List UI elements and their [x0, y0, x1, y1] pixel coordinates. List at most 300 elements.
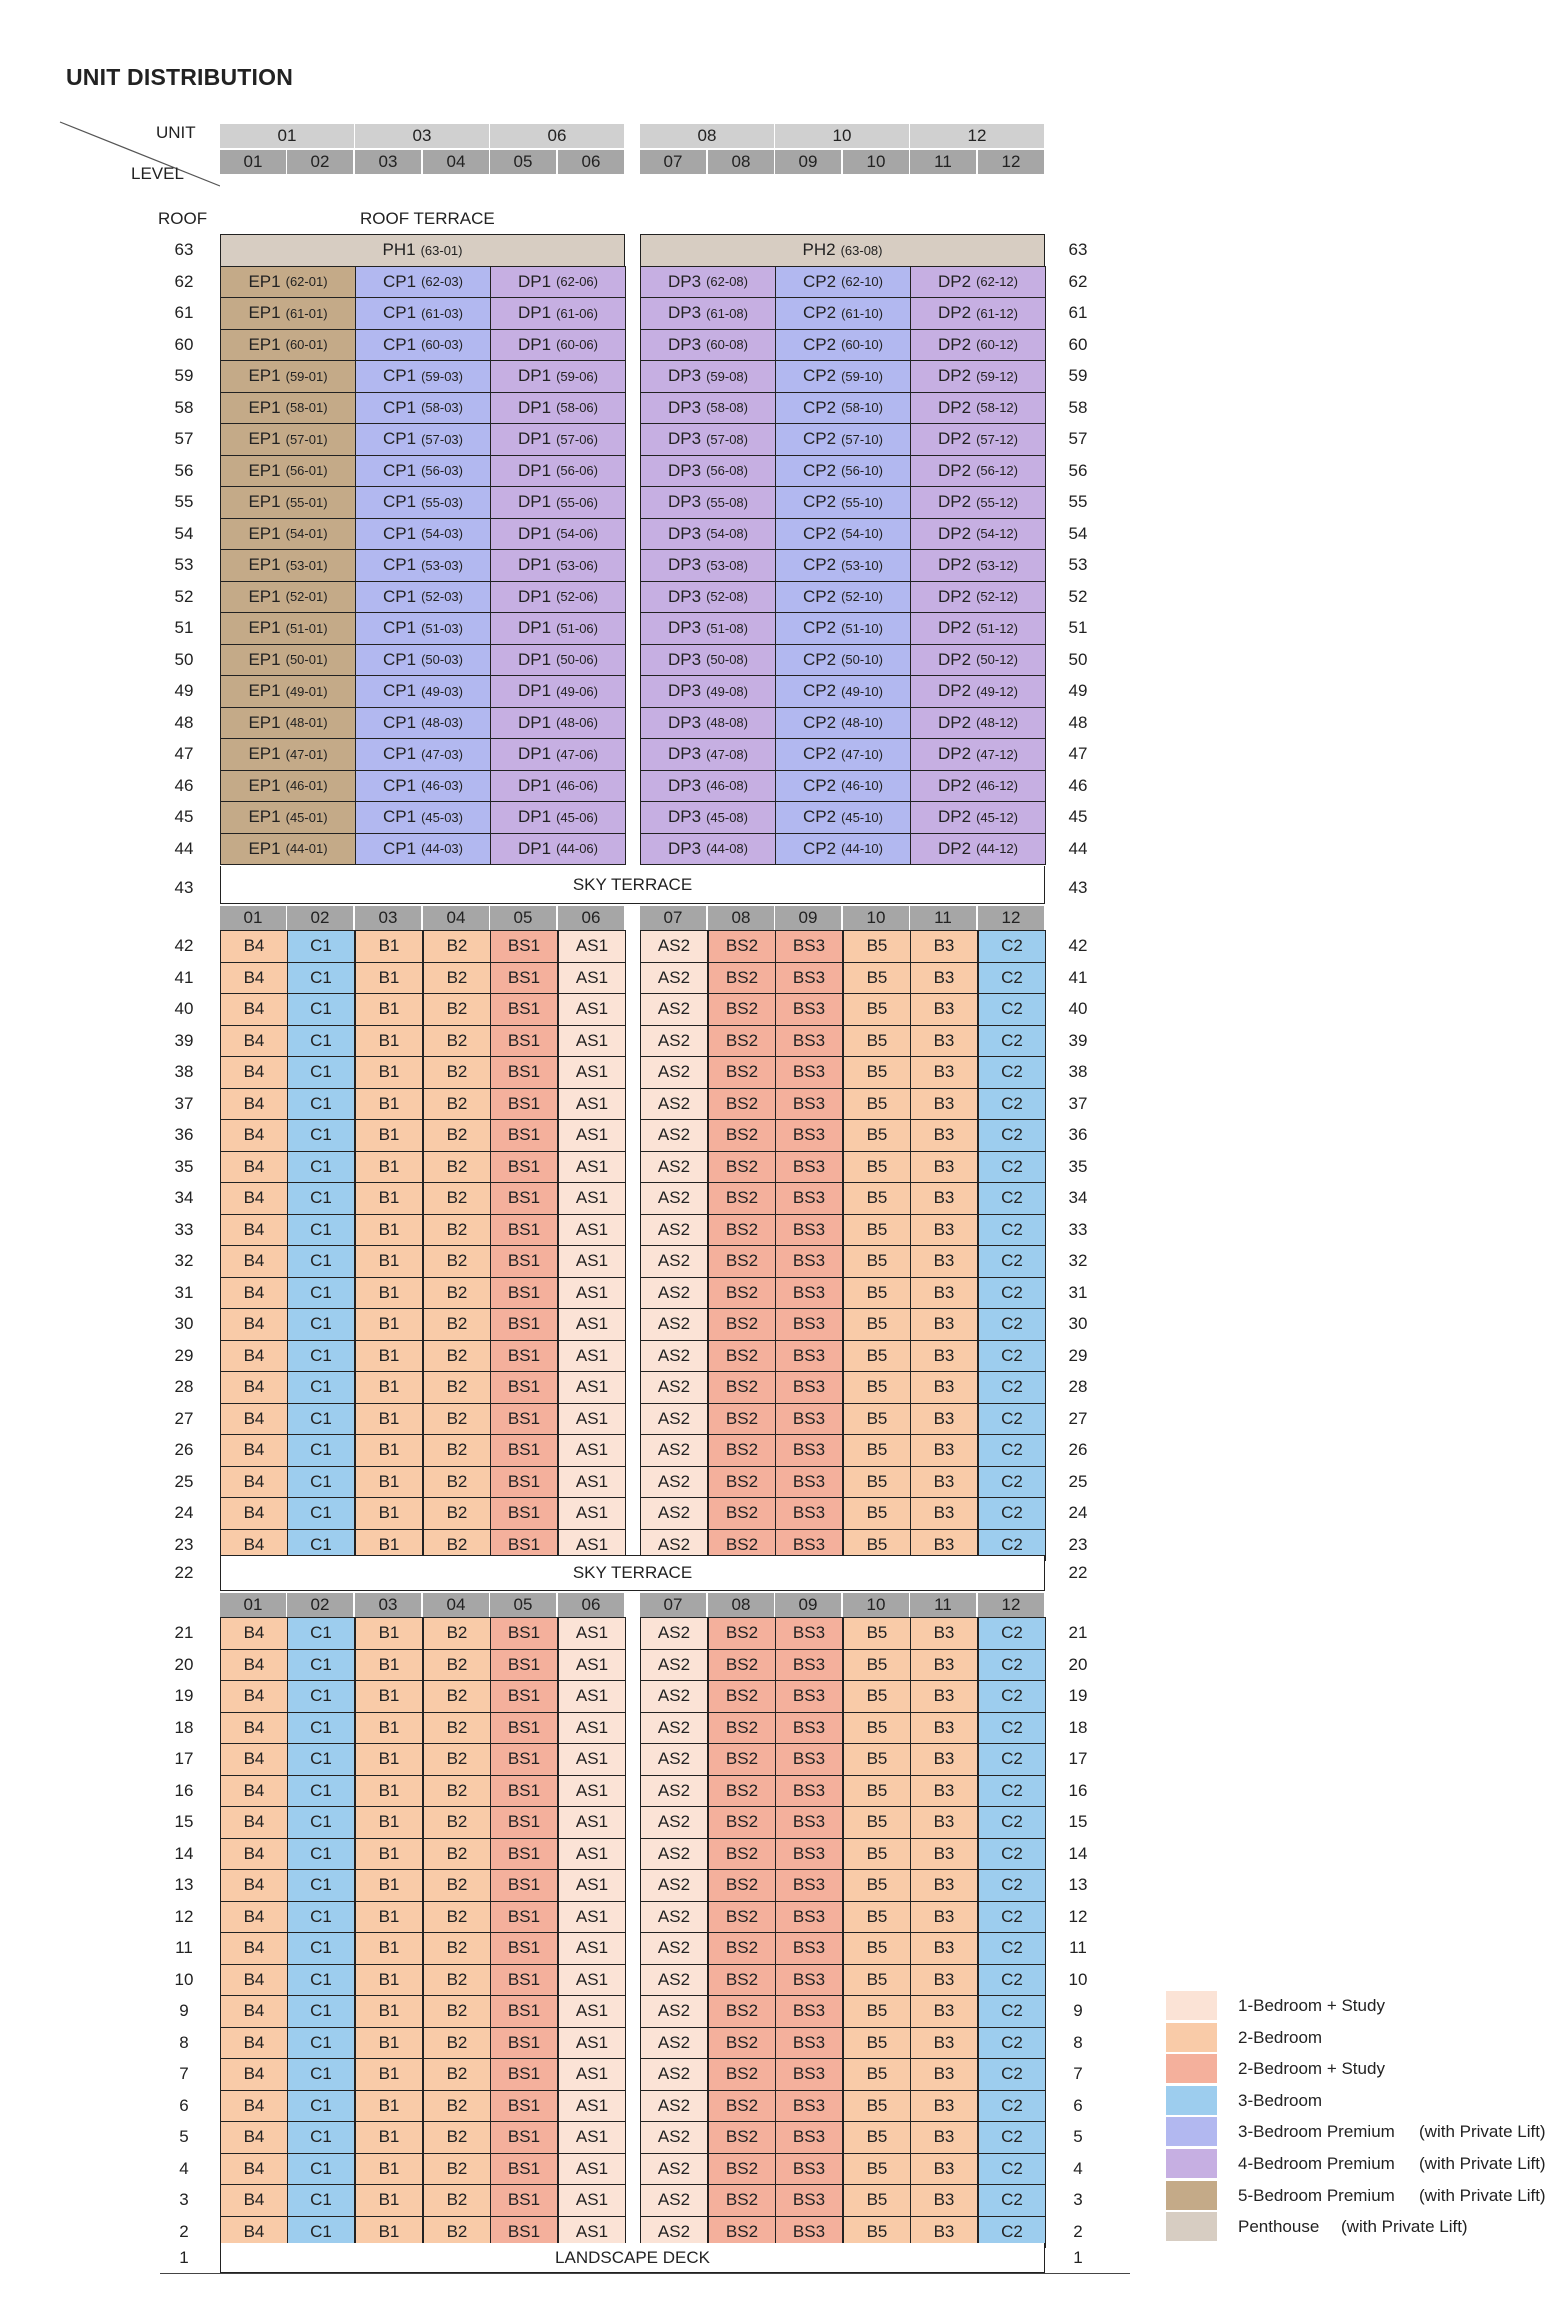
unit-cell[interactable]: C2: [978, 2153, 1046, 2186]
unit-cell[interactable]: C2: [978, 2090, 1046, 2123]
unit-cell[interactable]: AS1: [558, 1617, 626, 1650]
unit-cell[interactable]: B4: [220, 1529, 288, 1562]
unit-cell[interactable]: B2: [423, 1529, 491, 1562]
unit-cell[interactable]: BS3: [775, 2216, 843, 2249]
premium-unit-cell[interactable]: CP1 (54-03): [355, 518, 491, 551]
premium-unit-cell[interactable]: CP2 (48-10): [775, 707, 911, 740]
unit-cell[interactable]: B2: [423, 1869, 491, 1902]
unit-cell[interactable]: B3: [910, 1340, 978, 1373]
unit-cell[interactable]: B3: [910, 1712, 978, 1745]
unit-cell[interactable]: B3: [910, 1932, 978, 1965]
premium-unit-cell[interactable]: EP1 (60-01): [220, 329, 356, 362]
unit-cell[interactable]: BS1: [490, 1025, 558, 1058]
unit-cell[interactable]: B4: [220, 2216, 288, 2249]
unit-cell[interactable]: C1: [287, 1617, 355, 1650]
unit-cell[interactable]: AS1: [558, 1680, 626, 1713]
premium-unit-cell[interactable]: DP3 (53-08): [640, 549, 776, 582]
unit-cell[interactable]: B5: [843, 1182, 911, 1215]
unit-cell[interactable]: B1: [355, 1617, 423, 1650]
unit-cell[interactable]: BS2: [708, 1182, 776, 1215]
unit-cell[interactable]: B3: [910, 1901, 978, 1934]
unit-cell[interactable]: BS2: [708, 1901, 776, 1934]
unit-cell[interactable]: C2: [978, 1245, 1046, 1278]
premium-unit-cell[interactable]: DP1 (59-06): [490, 360, 626, 393]
unit-cell[interactable]: B3: [910, 1151, 978, 1184]
unit-cell[interactable]: B2: [423, 1932, 491, 1965]
unit-cell[interactable]: B1: [355, 1182, 423, 1215]
unit-cell[interactable]: B5: [843, 1649, 911, 1682]
unit-cell[interactable]: C2: [978, 1277, 1046, 1310]
unit-cell[interactable]: BS2: [708, 1932, 776, 1965]
unit-cell[interactable]: BS1: [490, 2153, 558, 2186]
unit-cell[interactable]: B3: [910, 962, 978, 995]
unit-cell[interactable]: BS1: [490, 1743, 558, 1776]
unit-cell[interactable]: BS3: [775, 1869, 843, 1902]
unit-cell[interactable]: AS1: [558, 993, 626, 1026]
unit-cell[interactable]: BS1: [490, 1214, 558, 1247]
unit-cell[interactable]: AS2: [640, 2090, 708, 2123]
unit-cell[interactable]: BS3: [775, 1151, 843, 1184]
unit-cell[interactable]: B5: [843, 1214, 911, 1247]
unit-cell[interactable]: BS1: [490, 1869, 558, 1902]
unit-cell[interactable]: BS1: [490, 1088, 558, 1121]
unit-cell[interactable]: AS2: [640, 1529, 708, 1562]
unit-cell[interactable]: BS1: [490, 1403, 558, 1436]
unit-cell[interactable]: BS1: [490, 993, 558, 1026]
unit-cell[interactable]: AS1: [558, 1214, 626, 1247]
unit-cell[interactable]: B5: [843, 1932, 911, 1965]
premium-unit-cell[interactable]: DP2 (48-12): [910, 707, 1046, 740]
unit-cell[interactable]: BS2: [708, 1995, 776, 2028]
premium-unit-cell[interactable]: DP1 (58-06): [490, 392, 626, 425]
unit-cell[interactable]: AS1: [558, 1371, 626, 1404]
unit-cell[interactable]: BS1: [490, 2090, 558, 2123]
unit-cell[interactable]: BS1: [490, 1617, 558, 1650]
unit-cell[interactable]: AS2: [640, 1838, 708, 1871]
unit-cell[interactable]: B2: [423, 1277, 491, 1310]
unit-cell[interactable]: AS2: [640, 1025, 708, 1058]
premium-unit-cell[interactable]: DP1 (44-06): [490, 833, 626, 866]
unit-cell[interactable]: B3: [910, 1025, 978, 1058]
unit-cell[interactable]: BS1: [490, 1775, 558, 1808]
unit-cell[interactable]: B5: [843, 1869, 911, 1902]
unit-cell[interactable]: B1: [355, 1901, 423, 1934]
premium-unit-cell[interactable]: DP1 (45-06): [490, 801, 626, 834]
unit-cell[interactable]: B5: [843, 2216, 911, 2249]
premium-unit-cell[interactable]: CP2 (60-10): [775, 329, 911, 362]
unit-cell[interactable]: BS1: [490, 1838, 558, 1871]
premium-unit-cell[interactable]: DP1 (57-06): [490, 423, 626, 456]
unit-cell[interactable]: B4: [220, 1371, 288, 1404]
unit-cell[interactable]: BS1: [490, 2027, 558, 2060]
unit-cell[interactable]: B2: [423, 1649, 491, 1682]
unit-cell[interactable]: C1: [287, 1308, 355, 1341]
unit-cell[interactable]: C1: [287, 2121, 355, 2154]
premium-unit-cell[interactable]: EP1 (46-01): [220, 770, 356, 803]
unit-cell[interactable]: C1: [287, 1497, 355, 1530]
unit-cell[interactable]: B4: [220, 1403, 288, 1436]
unit-cell[interactable]: B3: [910, 2153, 978, 2186]
premium-unit-cell[interactable]: DP3 (57-08): [640, 423, 776, 456]
unit-cell[interactable]: C1: [287, 2153, 355, 2186]
penthouse-ph2[interactable]: PH2 (63-08): [640, 234, 1045, 267]
unit-cell[interactable]: AS2: [640, 1743, 708, 1776]
unit-cell[interactable]: AS1: [558, 1308, 626, 1341]
unit-cell[interactable]: B5: [843, 1466, 911, 1499]
premium-unit-cell[interactable]: CP1 (56-03): [355, 455, 491, 488]
unit-cell[interactable]: C2: [978, 2184, 1046, 2217]
unit-cell[interactable]: B3: [910, 1617, 978, 1650]
unit-cell[interactable]: B5: [843, 1119, 911, 1152]
unit-cell[interactable]: BS3: [775, 1119, 843, 1152]
unit-cell[interactable]: BS3: [775, 1277, 843, 1310]
unit-cell[interactable]: AS1: [558, 1838, 626, 1871]
unit-cell[interactable]: AS2: [640, 1680, 708, 1713]
unit-cell[interactable]: B1: [355, 1434, 423, 1467]
unit-cell[interactable]: C1: [287, 1869, 355, 1902]
unit-cell[interactable]: BS3: [775, 1932, 843, 1965]
unit-cell[interactable]: AS2: [640, 1617, 708, 1650]
unit-cell[interactable]: C1: [287, 1119, 355, 1152]
unit-cell[interactable]: C1: [287, 1649, 355, 1682]
unit-cell[interactable]: B4: [220, 1932, 288, 1965]
unit-cell[interactable]: C1: [287, 962, 355, 995]
unit-cell[interactable]: BS2: [708, 1119, 776, 1152]
premium-unit-cell[interactable]: EP1 (59-01): [220, 360, 356, 393]
unit-cell[interactable]: BS1: [490, 1245, 558, 1278]
unit-cell[interactable]: BS3: [775, 1466, 843, 1499]
premium-unit-cell[interactable]: CP2 (59-10): [775, 360, 911, 393]
premium-unit-cell[interactable]: CP1 (55-03): [355, 486, 491, 519]
unit-cell[interactable]: B5: [843, 1964, 911, 1997]
premium-unit-cell[interactable]: CP2 (62-10): [775, 266, 911, 299]
unit-cell[interactable]: C2: [978, 2027, 1046, 2060]
unit-cell[interactable]: B1: [355, 930, 423, 963]
unit-cell[interactable]: C2: [978, 1371, 1046, 1404]
unit-cell[interactable]: BS1: [490, 1056, 558, 1089]
unit-cell[interactable]: B1: [355, 1497, 423, 1530]
unit-cell[interactable]: B3: [910, 1806, 978, 1839]
unit-cell[interactable]: AS1: [558, 1497, 626, 1530]
unit-cell[interactable]: C1: [287, 2058, 355, 2091]
unit-cell[interactable]: AS2: [640, 1308, 708, 1341]
unit-cell[interactable]: C2: [978, 1466, 1046, 1499]
premium-unit-cell[interactable]: CP1 (50-03): [355, 644, 491, 677]
unit-cell[interactable]: B2: [423, 1182, 491, 1215]
unit-cell[interactable]: B4: [220, 1245, 288, 1278]
premium-unit-cell[interactable]: DP2 (60-12): [910, 329, 1046, 362]
unit-cell[interactable]: BS3: [775, 1964, 843, 1997]
premium-unit-cell[interactable]: DP3 (55-08): [640, 486, 776, 519]
unit-cell[interactable]: BS2: [708, 1151, 776, 1184]
unit-cell[interactable]: C2: [978, 1838, 1046, 1871]
premium-unit-cell[interactable]: CP1 (51-03): [355, 612, 491, 645]
unit-cell[interactable]: BS1: [490, 1712, 558, 1745]
unit-cell[interactable]: B5: [843, 2027, 911, 2060]
unit-cell[interactable]: B5: [843, 1901, 911, 1934]
unit-cell[interactable]: C2: [978, 1869, 1046, 1902]
unit-cell[interactable]: AS1: [558, 2027, 626, 2060]
unit-cell[interactable]: C1: [287, 1340, 355, 1373]
unit-cell[interactable]: BS3: [775, 1340, 843, 1373]
unit-cell[interactable]: BS2: [708, 1340, 776, 1373]
unit-cell[interactable]: B4: [220, 1214, 288, 1247]
unit-cell[interactable]: BS2: [708, 1617, 776, 1650]
unit-cell[interactable]: BS2: [708, 2090, 776, 2123]
premium-unit-cell[interactable]: DP1 (56-06): [490, 455, 626, 488]
unit-cell[interactable]: BS3: [775, 1025, 843, 1058]
unit-cell[interactable]: BS1: [490, 1964, 558, 1997]
unit-cell[interactable]: BS1: [490, 1308, 558, 1341]
unit-cell[interactable]: AS1: [558, 2058, 626, 2091]
unit-cell[interactable]: B4: [220, 1712, 288, 1745]
unit-cell[interactable]: C2: [978, 1964, 1046, 1997]
unit-cell[interactable]: C1: [287, 1245, 355, 1278]
unit-cell[interactable]: B4: [220, 1806, 288, 1839]
unit-cell[interactable]: AS2: [640, 1403, 708, 1436]
premium-unit-cell[interactable]: CP2 (45-10): [775, 801, 911, 834]
unit-cell[interactable]: BS1: [490, 1119, 558, 1152]
unit-cell[interactable]: B4: [220, 1088, 288, 1121]
unit-cell[interactable]: BS2: [708, 993, 776, 1026]
unit-cell[interactable]: C2: [978, 1901, 1046, 1934]
unit-cell[interactable]: B1: [355, 2027, 423, 2060]
unit-cell[interactable]: B3: [910, 2090, 978, 2123]
unit-cell[interactable]: AS1: [558, 930, 626, 963]
premium-unit-cell[interactable]: EP1 (49-01): [220, 675, 356, 708]
unit-cell[interactable]: C2: [978, 1403, 1046, 1436]
unit-cell[interactable]: B5: [843, 1056, 911, 1089]
unit-cell[interactable]: AS2: [640, 2153, 708, 2186]
unit-cell[interactable]: C1: [287, 2090, 355, 2123]
unit-cell[interactable]: AS1: [558, 1025, 626, 1058]
unit-cell[interactable]: BS2: [708, 1245, 776, 1278]
unit-cell[interactable]: B2: [423, 1371, 491, 1404]
unit-cell[interactable]: B4: [220, 1743, 288, 1776]
unit-cell[interactable]: B2: [423, 1025, 491, 1058]
premium-unit-cell[interactable]: DP2 (51-12): [910, 612, 1046, 645]
premium-unit-cell[interactable]: DP2 (59-12): [910, 360, 1046, 393]
unit-cell[interactable]: AS2: [640, 1649, 708, 1682]
unit-cell[interactable]: AS2: [640, 2027, 708, 2060]
unit-cell[interactable]: B2: [423, 1056, 491, 1089]
unit-cell[interactable]: AS1: [558, 1712, 626, 1745]
unit-cell[interactable]: BS3: [775, 1743, 843, 1776]
premium-unit-cell[interactable]: DP2 (53-12): [910, 549, 1046, 582]
unit-cell[interactable]: B4: [220, 1434, 288, 1467]
unit-cell[interactable]: BS3: [775, 1775, 843, 1808]
unit-cell[interactable]: AS2: [640, 1964, 708, 1997]
unit-cell[interactable]: BS2: [708, 1025, 776, 1058]
unit-cell[interactable]: B4: [220, 1901, 288, 1934]
unit-cell[interactable]: B1: [355, 1995, 423, 2028]
premium-unit-cell[interactable]: EP1 (47-01): [220, 738, 356, 771]
unit-cell[interactable]: AS1: [558, 1466, 626, 1499]
unit-cell[interactable]: BS1: [490, 1466, 558, 1499]
unit-cell[interactable]: B5: [843, 1995, 911, 2028]
unit-cell[interactable]: BS2: [708, 2058, 776, 2091]
unit-cell[interactable]: C1: [287, 1434, 355, 1467]
unit-cell[interactable]: B5: [843, 1712, 911, 1745]
unit-cell[interactable]: B4: [220, 1056, 288, 1089]
unit-cell[interactable]: BS2: [708, 1466, 776, 1499]
unit-cell[interactable]: BS3: [775, 1056, 843, 1089]
unit-cell[interactable]: BS2: [708, 1403, 776, 1436]
unit-cell[interactable]: AS1: [558, 1403, 626, 1436]
unit-cell[interactable]: C2: [978, 1434, 1046, 1467]
unit-cell[interactable]: BS1: [490, 1340, 558, 1373]
unit-cell[interactable]: AS1: [558, 1088, 626, 1121]
unit-cell[interactable]: C1: [287, 1025, 355, 1058]
unit-cell[interactable]: B5: [843, 2153, 911, 2186]
unit-cell[interactable]: B1: [355, 1743, 423, 1776]
premium-unit-cell[interactable]: CP2 (57-10): [775, 423, 911, 456]
unit-cell[interactable]: B4: [220, 1775, 288, 1808]
unit-cell[interactable]: BS1: [490, 2216, 558, 2249]
premium-unit-cell[interactable]: CP2 (56-10): [775, 455, 911, 488]
premium-unit-cell[interactable]: DP2 (58-12): [910, 392, 1046, 425]
unit-cell[interactable]: BS2: [708, 930, 776, 963]
unit-cell[interactable]: C2: [978, 1995, 1046, 2028]
unit-cell[interactable]: B2: [423, 2058, 491, 2091]
unit-cell[interactable]: B5: [843, 1308, 911, 1341]
unit-cell[interactable]: AS2: [640, 1056, 708, 1089]
unit-cell[interactable]: B3: [910, 1403, 978, 1436]
unit-cell[interactable]: BS3: [775, 1497, 843, 1530]
unit-cell[interactable]: BS1: [490, 1182, 558, 1215]
unit-cell[interactable]: C1: [287, 1182, 355, 1215]
unit-cell[interactable]: B2: [423, 1680, 491, 1713]
premium-unit-cell[interactable]: DP3 (48-08): [640, 707, 776, 740]
unit-cell[interactable]: B2: [423, 1434, 491, 1467]
unit-cell[interactable]: B4: [220, 1466, 288, 1499]
unit-cell[interactable]: B3: [910, 2216, 978, 2249]
premium-unit-cell[interactable]: DP3 (56-08): [640, 455, 776, 488]
unit-cell[interactable]: AS2: [640, 1995, 708, 2028]
unit-cell[interactable]: BS3: [775, 1995, 843, 2028]
unit-cell[interactable]: B1: [355, 1964, 423, 1997]
unit-cell[interactable]: C1: [287, 1466, 355, 1499]
unit-cell[interactable]: C1: [287, 1529, 355, 1562]
unit-cell[interactable]: B5: [843, 2121, 911, 2154]
unit-cell[interactable]: B1: [355, 1214, 423, 1247]
premium-unit-cell[interactable]: DP1 (48-06): [490, 707, 626, 740]
unit-cell[interactable]: B5: [843, 1088, 911, 1121]
unit-cell[interactable]: B4: [220, 1151, 288, 1184]
unit-cell[interactable]: B3: [910, 1308, 978, 1341]
unit-cell[interactable]: B4: [220, 1119, 288, 1152]
unit-cell[interactable]: C1: [287, 2216, 355, 2249]
unit-cell[interactable]: B3: [910, 1434, 978, 1467]
unit-cell[interactable]: BS2: [708, 1649, 776, 1682]
premium-unit-cell[interactable]: DP3 (44-08): [640, 833, 776, 866]
unit-cell[interactable]: C2: [978, 1680, 1046, 1713]
unit-cell[interactable]: AS2: [640, 1466, 708, 1499]
unit-cell[interactable]: C1: [287, 1775, 355, 1808]
unit-cell[interactable]: C1: [287, 1680, 355, 1713]
premium-unit-cell[interactable]: CP2 (54-10): [775, 518, 911, 551]
unit-cell[interactable]: B3: [910, 1214, 978, 1247]
unit-cell[interactable]: BS3: [775, 930, 843, 963]
unit-cell[interactable]: B3: [910, 1838, 978, 1871]
premium-unit-cell[interactable]: EP1 (53-01): [220, 549, 356, 582]
unit-cell[interactable]: AS2: [640, 1434, 708, 1467]
premium-unit-cell[interactable]: DP2 (61-12): [910, 297, 1046, 330]
premium-unit-cell[interactable]: DP3 (52-08): [640, 581, 776, 614]
unit-cell[interactable]: BS2: [708, 1434, 776, 1467]
premium-unit-cell[interactable]: EP1 (48-01): [220, 707, 356, 740]
unit-cell[interactable]: B2: [423, 1403, 491, 1436]
unit-cell[interactable]: C1: [287, 1743, 355, 1776]
unit-cell[interactable]: B2: [423, 1151, 491, 1184]
unit-cell[interactable]: C2: [978, 930, 1046, 963]
unit-cell[interactable]: BS1: [490, 1901, 558, 1934]
unit-cell[interactable]: AS2: [640, 1245, 708, 1278]
unit-cell[interactable]: B5: [843, 2058, 911, 2091]
premium-unit-cell[interactable]: DP1 (49-06): [490, 675, 626, 708]
unit-cell[interactable]: C2: [978, 1743, 1046, 1776]
unit-cell[interactable]: BS3: [775, 1434, 843, 1467]
premium-unit-cell[interactable]: DP3 (58-08): [640, 392, 776, 425]
unit-cell[interactable]: B3: [910, 2027, 978, 2060]
unit-cell[interactable]: B3: [910, 1245, 978, 1278]
premium-unit-cell[interactable]: DP1 (51-06): [490, 612, 626, 645]
unit-cell[interactable]: B5: [843, 1743, 911, 1776]
unit-cell[interactable]: B2: [423, 1245, 491, 1278]
unit-cell[interactable]: AS1: [558, 2216, 626, 2249]
premium-unit-cell[interactable]: CP1 (62-03): [355, 266, 491, 299]
unit-cell[interactable]: C2: [978, 1214, 1046, 1247]
unit-cell[interactable]: C1: [287, 1088, 355, 1121]
unit-cell[interactable]: B1: [355, 2153, 423, 2186]
premium-unit-cell[interactable]: DP2 (46-12): [910, 770, 1046, 803]
unit-cell[interactable]: AS1: [558, 1434, 626, 1467]
premium-unit-cell[interactable]: CP2 (46-10): [775, 770, 911, 803]
unit-cell[interactable]: BS3: [775, 962, 843, 995]
unit-cell[interactable]: C2: [978, 1025, 1046, 1058]
premium-unit-cell[interactable]: CP1 (58-03): [355, 392, 491, 425]
unit-cell[interactable]: B4: [220, 1617, 288, 1650]
unit-cell[interactable]: AS1: [558, 2153, 626, 2186]
premium-unit-cell[interactable]: EP1 (54-01): [220, 518, 356, 551]
premium-unit-cell[interactable]: DP3 (59-08): [640, 360, 776, 393]
premium-unit-cell[interactable]: CP1 (57-03): [355, 423, 491, 456]
unit-cell[interactable]: B2: [423, 1901, 491, 1934]
premium-unit-cell[interactable]: CP1 (52-03): [355, 581, 491, 614]
unit-cell[interactable]: B1: [355, 1680, 423, 1713]
unit-cell[interactable]: B4: [220, 1308, 288, 1341]
premium-unit-cell[interactable]: EP1 (62-01): [220, 266, 356, 299]
premium-unit-cell[interactable]: DP3 (49-08): [640, 675, 776, 708]
penthouse-ph1[interactable]: PH1 (63-01): [220, 234, 625, 267]
premium-unit-cell[interactable]: DP3 (62-08): [640, 266, 776, 299]
unit-cell[interactable]: B3: [910, 1497, 978, 1530]
premium-unit-cell[interactable]: EP1 (55-01): [220, 486, 356, 519]
premium-unit-cell[interactable]: CP1 (49-03): [355, 675, 491, 708]
premium-unit-cell[interactable]: CP2 (47-10): [775, 738, 911, 771]
unit-cell[interactable]: AS2: [640, 2121, 708, 2154]
unit-cell[interactable]: C2: [978, 1806, 1046, 1839]
unit-cell[interactable]: AS2: [640, 962, 708, 995]
unit-cell[interactable]: AS2: [640, 1277, 708, 1310]
unit-cell[interactable]: B1: [355, 1277, 423, 1310]
unit-cell[interactable]: B1: [355, 1151, 423, 1184]
unit-cell[interactable]: B1: [355, 993, 423, 1026]
unit-cell[interactable]: AS1: [558, 1901, 626, 1934]
unit-cell[interactable]: B5: [843, 1775, 911, 1808]
premium-unit-cell[interactable]: EP1 (56-01): [220, 455, 356, 488]
unit-cell[interactable]: B4: [220, 1869, 288, 1902]
